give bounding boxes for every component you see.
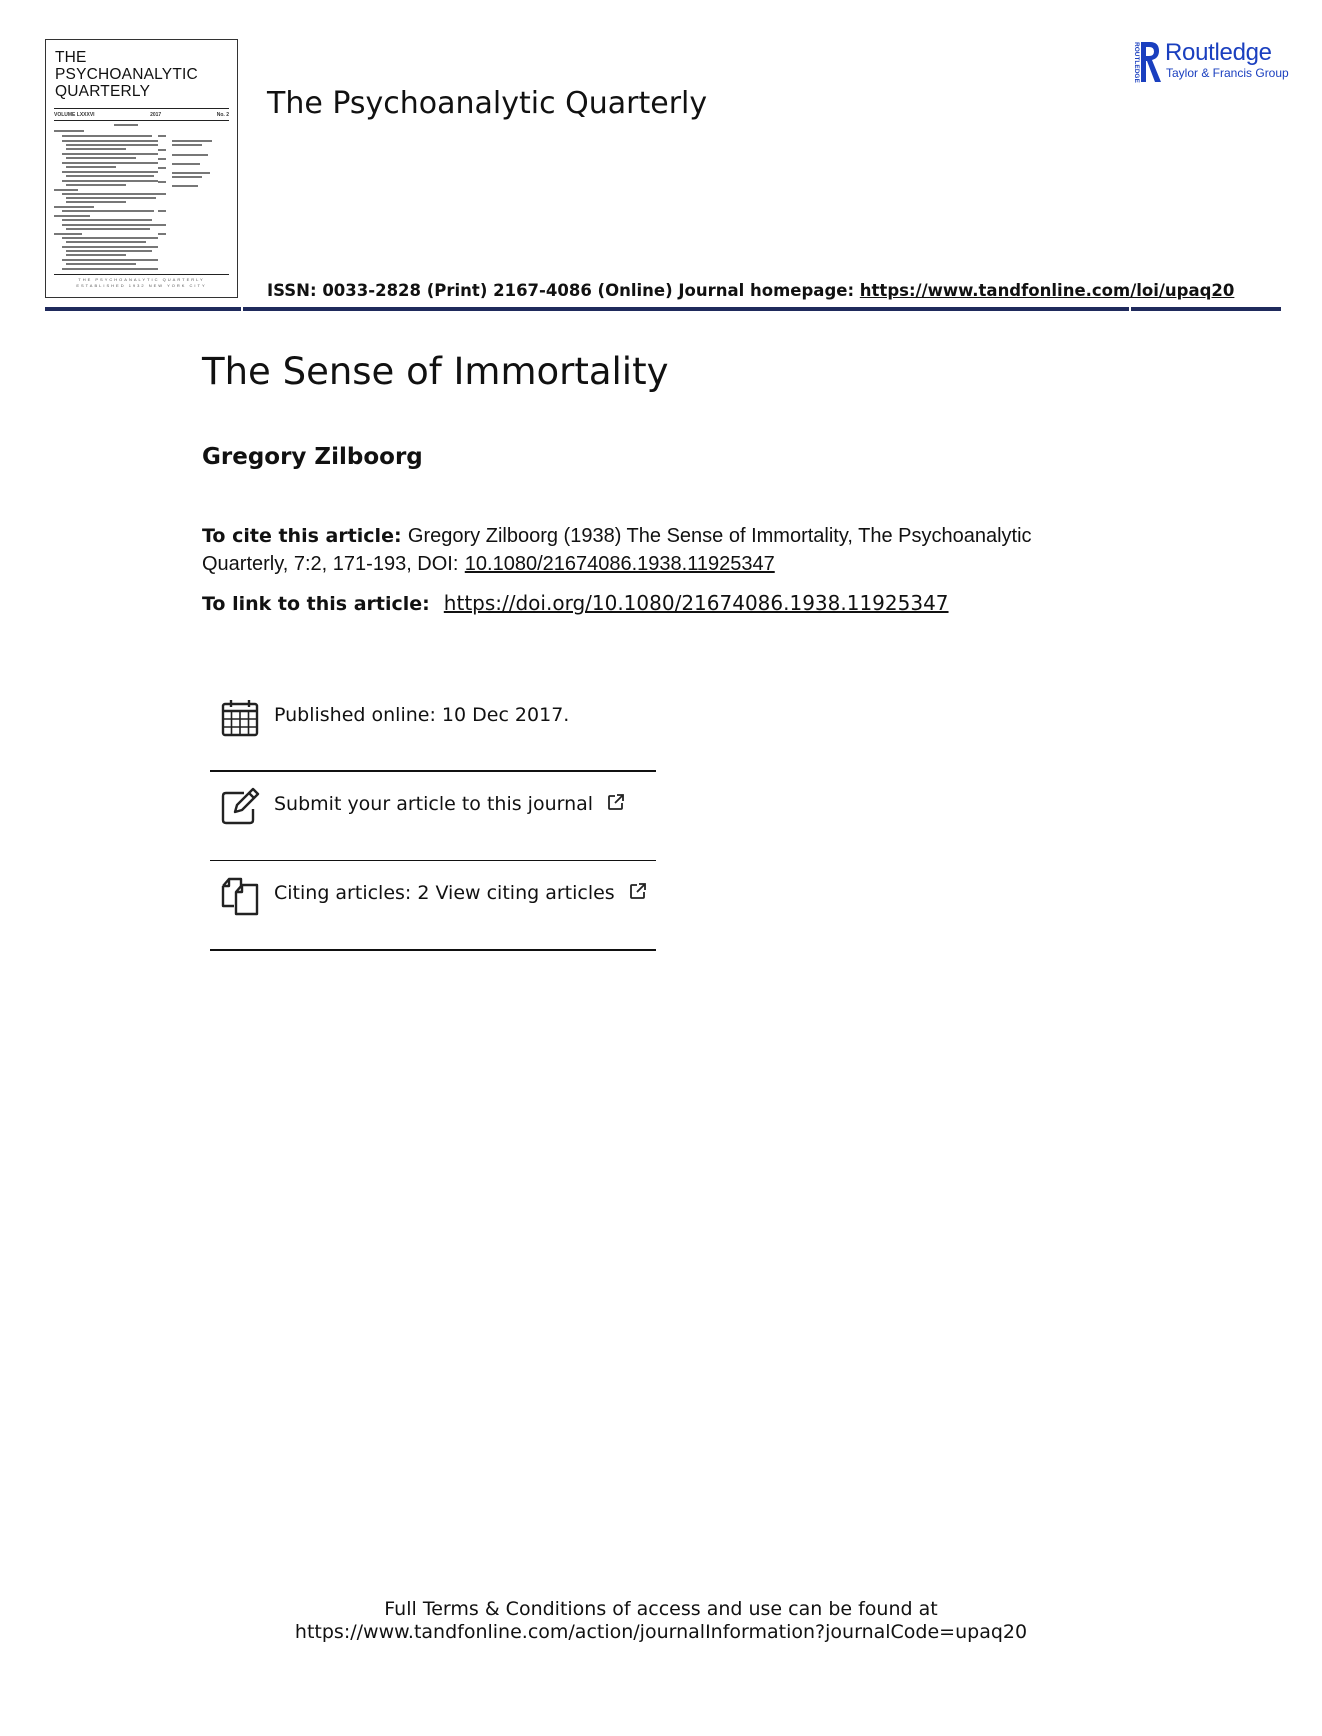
cover-divider — [54, 108, 229, 109]
documents-icon — [220, 876, 260, 916]
cover-number: No. 2 — [216, 112, 229, 118]
article-title: The Sense of Immortality — [202, 350, 669, 393]
publisher-logo[interactable] — [1128, 38, 1288, 86]
cover-year: 2017 — [150, 112, 162, 118]
citing-articles-text: Citing articles: 2 View citing articles — [274, 882, 615, 904]
citing-articles-row[interactable] — [210, 876, 656, 936]
citing-articles-label[interactable] — [274, 882, 647, 904]
cover-divider — [54, 120, 229, 121]
cite-doi-link[interactable]: 10.1080/21674086.1938.11925347 — [464, 553, 775, 575]
header-divider — [1131, 307, 1281, 311]
header-divider — [45, 307, 241, 311]
journal-cover-image — [45, 39, 238, 298]
journal-homepage-link[interactable]: https://www.tandfonline.com/loi/upaq20 — [859, 281, 1235, 300]
routledge-logo-icon — [1128, 40, 1162, 84]
cover-divider — [54, 274, 229, 275]
submit-article-label[interactable] — [274, 793, 625, 815]
issn-line — [267, 281, 1234, 300]
info-divider — [210, 949, 656, 951]
header-divider — [243, 307, 1129, 311]
edit-icon — [220, 787, 260, 827]
info-divider — [210, 770, 656, 772]
terms-footer — [0, 1598, 1322, 1644]
published-online-row — [210, 698, 656, 758]
publisher-group: Taylor & Francis Group — [1166, 66, 1289, 80]
external-link-icon — [629, 882, 647, 900]
published-online-label: Published online: 10 Dec 2017. — [274, 704, 570, 726]
cover-footer: THE PSYCHOANALYTIC QUARTERLY ESTABLISHED 1932 NEW YORK CITY — [76, 277, 207, 288]
cite-text: Gregory Zilboorg (1938) The Sense of Immortality, The Psychoanalytic Quarterly, 7:2, 171-193, DOI: — [202, 525, 1032, 575]
cover-meta — [54, 112, 229, 118]
external-link-icon — [607, 793, 625, 811]
publisher-mark: ROUTLEDGE — [1133, 42, 1140, 83]
article-author: Gregory Zilboorg — [202, 444, 423, 470]
article-link-line — [202, 591, 949, 615]
cover-contents-text — [54, 122, 231, 272]
cover-title: THE PSYCHOANALYTIC QUARTERLY — [55, 49, 198, 100]
citation-block — [202, 522, 1082, 578]
submit-article-row[interactable] — [210, 787, 656, 847]
link-label: To link to this article: — [202, 593, 430, 615]
issn-text: ISSN: 0033-2828 (Print) 2167-4086 (Online) Journal homepage: — [267, 281, 855, 300]
calendar-icon — [220, 698, 260, 738]
terms-line: Full Terms & Conditions of access and use can be found at — [384, 1598, 938, 1620]
article-doi-link[interactable]: https://doi.org/10.1080/21674086.1938.11925347 — [443, 591, 949, 615]
terms-url[interactable]: https://www.tandfonline.com/action/journalInformation?journalCode=upaq20 — [294, 1621, 1028, 1643]
journal-title: The Psychoanalytic Quarterly — [267, 86, 708, 121]
cover-volume: VOLUME LXXXVI — [54, 112, 95, 118]
info-divider — [210, 860, 656, 861]
submit-article-text: Submit your article to this journal — [274, 793, 594, 815]
cite-label: To cite this article: — [202, 525, 402, 547]
publisher-name: Routledge — [1165, 39, 1272, 66]
